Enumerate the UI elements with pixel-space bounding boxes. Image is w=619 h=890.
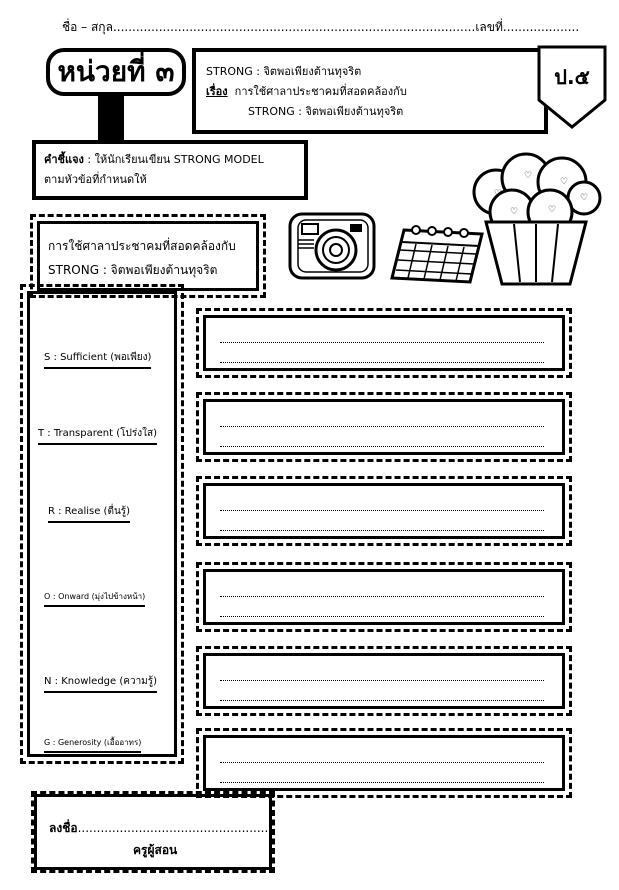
svg-text:♡: ♡ bbox=[548, 205, 557, 215]
topic-line-1: STRONG : จิตพอเพียงต้านทุจริต bbox=[206, 65, 362, 78]
svg-text:♡: ♡ bbox=[524, 171, 533, 181]
popcorn-icon bbox=[466, 150, 606, 290]
unit-sign: หน่วยที่ ๓ bbox=[46, 48, 186, 96]
instructions-line-1 bbox=[44, 150, 296, 170]
writing-line[interactable] bbox=[220, 782, 544, 783]
strong-item-t: T : Transparent (โปร่งใส) bbox=[38, 426, 157, 445]
writing-line[interactable] bbox=[220, 342, 544, 343]
svg-text:♡: ♡ bbox=[510, 207, 519, 217]
writing-line[interactable] bbox=[220, 530, 544, 531]
strong-item-o: O : Onward (มุ่งไปข้างหน้า) bbox=[44, 590, 145, 607]
subject-text: การใช้ศาลาประชาคมที่สอดคล้องกับ bbox=[234, 85, 407, 98]
name-field[interactable]: ............................................................................................... bbox=[112, 20, 476, 34]
svg-text:♡: ♡ bbox=[580, 193, 589, 203]
sign-post bbox=[98, 92, 124, 140]
teacher-role: ครูผู้สอน bbox=[133, 843, 178, 857]
answer-box-inner bbox=[203, 483, 565, 539]
svg-text:♡: ♡ bbox=[494, 189, 503, 199]
strong-item-r: R : Realise (ตื่นรู้) bbox=[48, 504, 130, 523]
writing-line[interactable] bbox=[220, 510, 544, 511]
strong-item-n: N : Knowledge (ความรู้) bbox=[44, 674, 157, 693]
writing-line[interactable] bbox=[220, 762, 544, 763]
answer-box-o[interactable] bbox=[196, 562, 572, 632]
answer-box-t[interactable] bbox=[196, 392, 572, 462]
title-line-1: การใช้ศาลาประชาคมที่สอดคล้องกับ bbox=[48, 239, 236, 253]
instructions-text-2: ตามหัวข้อที่กำหนดให้ bbox=[44, 173, 147, 186]
name-label: ชื่อ – สกุล bbox=[62, 20, 113, 34]
svg-text:♡: ♡ bbox=[560, 177, 569, 187]
strong-item-s: S : Sufficient (พอเพียง) bbox=[44, 350, 151, 369]
strong-list bbox=[20, 284, 184, 764]
writing-line[interactable] bbox=[220, 362, 544, 363]
title-line-2: STRONG : จิตพอเพียงต้านทุจริต bbox=[48, 263, 218, 277]
answer-box-r[interactable] bbox=[196, 476, 572, 546]
answer-box-inner bbox=[203, 653, 565, 709]
answer-box-g[interactable] bbox=[196, 728, 572, 798]
signature-box bbox=[34, 794, 276, 870]
writing-line[interactable] bbox=[220, 680, 544, 681]
signature-line bbox=[49, 819, 276, 838]
camera-icon bbox=[284, 206, 380, 284]
number-field[interactable]: .................... bbox=[502, 20, 580, 34]
grade-text: ป.๕ bbox=[554, 65, 590, 89]
instructions-text-1: : ให้นักเรียนเขียน STRONG MODEL bbox=[83, 153, 264, 166]
strong-list-inner bbox=[27, 291, 177, 757]
answer-box-inner bbox=[203, 399, 565, 455]
name-line bbox=[62, 18, 582, 37]
topic-box bbox=[192, 48, 548, 134]
signature-label: ลงชื่อ bbox=[49, 821, 78, 835]
writing-line[interactable] bbox=[220, 700, 544, 701]
answer-box-inner bbox=[203, 569, 565, 625]
answer-box-n[interactable] bbox=[196, 646, 572, 716]
writing-line[interactable] bbox=[220, 426, 544, 427]
answer-box-s[interactable] bbox=[196, 308, 572, 378]
strong-item-g: G : Generosity (เอื้ออาทร) bbox=[44, 736, 141, 753]
number-label: เลขที่ bbox=[475, 20, 503, 34]
topic-line-3: STRONG : จิตพอเพียงต้านทุจริต bbox=[248, 105, 404, 118]
instructions-box bbox=[32, 140, 308, 200]
grade-badge bbox=[536, 44, 608, 130]
subject-label: เรื่อง bbox=[206, 85, 228, 98]
signature-field[interactable]: .................................................... bbox=[77, 821, 276, 835]
writing-line[interactable] bbox=[220, 616, 544, 617]
title-box-inner bbox=[37, 221, 259, 291]
topic-line-2 bbox=[206, 82, 534, 102]
instructions-label: คำชี้แจง bbox=[44, 153, 84, 166]
writing-line[interactable] bbox=[220, 596, 544, 597]
answer-box-inner bbox=[203, 735, 565, 791]
answer-box-inner bbox=[203, 315, 565, 371]
writing-line[interactable] bbox=[220, 446, 544, 447]
